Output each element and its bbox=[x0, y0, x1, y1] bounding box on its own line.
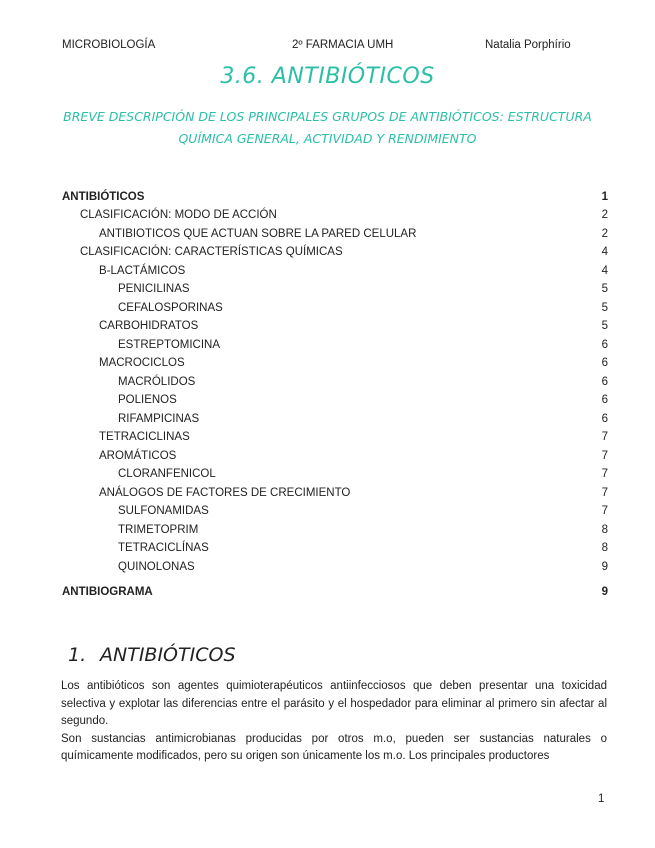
toc-entry-page: 6 bbox=[601, 357, 608, 369]
toc-entry-page: 6 bbox=[601, 394, 608, 406]
toc-entry-label: RIFAMPICINAS bbox=[118, 413, 200, 425]
toc-entry-label: ESTREPTOMICINA bbox=[118, 339, 221, 351]
toc-entry-page: 8 bbox=[601, 542, 608, 554]
toc-entry-page: 9 bbox=[601, 561, 608, 573]
section-body bbox=[61, 678, 607, 766]
toc-entry-page: 9 bbox=[601, 586, 608, 598]
toc-entry-label: AROMÁTICOS bbox=[99, 450, 177, 462]
toc-entry[interactable] bbox=[62, 559, 608, 575]
header-center: 2º FARMACIA UMH bbox=[292, 39, 394, 51]
toc-entry-label: QUINOLONAS bbox=[118, 561, 195, 573]
toc-entry[interactable] bbox=[62, 263, 608, 279]
toc-entry[interactable] bbox=[62, 584, 608, 600]
paragraph: Son sustancias antimicrobianas producidas por otros m.o, pueden ser sustancias naturales o químicamente modificados, pero su origen son únicamente los m.o. Los principales productores bbox=[61, 732, 607, 762]
toc-entry-label: CLORANFENICOL bbox=[118, 468, 216, 480]
toc-entry-page: 6 bbox=[601, 413, 608, 425]
toc-entry[interactable] bbox=[62, 355, 608, 371]
toc-entry[interactable] bbox=[62, 300, 608, 316]
toc-entry[interactable] bbox=[62, 411, 608, 427]
toc-entry[interactable] bbox=[62, 429, 608, 445]
toc-entry-label: ANTIBIÓTICOS bbox=[62, 191, 145, 203]
toc-entry[interactable] bbox=[62, 448, 608, 464]
toc-entry-label: POLIENOS bbox=[118, 394, 177, 406]
toc-entry-label: MACROCICLOS bbox=[99, 357, 185, 369]
toc-entry-page: 5 bbox=[601, 283, 608, 295]
toc-entry-page: 4 bbox=[601, 246, 608, 258]
document-title: 3.6. ANTIBIÓTICOS bbox=[220, 64, 435, 89]
toc-entry-label: B-LACTÁMICOS bbox=[99, 265, 186, 277]
toc-entry[interactable] bbox=[62, 392, 608, 408]
toc-entry-page: 7 bbox=[601, 450, 608, 462]
toc-entry[interactable] bbox=[62, 466, 608, 482]
toc-entry-label: PENICILINAS bbox=[118, 283, 190, 295]
toc-entry[interactable] bbox=[62, 244, 608, 260]
document-subtitle: BREVE DESCRIPCIÓN DE LOS PRINCIPALES GRUPOS DE ANTIBIÓTICOS: ESTRUCTURA QUÍMICA GENERAL, ACTIVIDAD Y RENDIMIENTO bbox=[63, 109, 592, 146]
toc-entry-label: TETRACICLÍNAS bbox=[118, 542, 209, 554]
toc-entry[interactable] bbox=[62, 226, 608, 242]
toc-entry-page: 2 bbox=[601, 209, 608, 221]
toc-entry[interactable] bbox=[62, 503, 608, 519]
toc-entry-label: ANTIBIOGRAMA bbox=[62, 586, 153, 598]
toc-entry-label: TRIMETOPRIM bbox=[118, 524, 199, 536]
toc-entry[interactable] bbox=[62, 522, 608, 538]
section-heading bbox=[68, 644, 236, 666]
toc-entry[interactable] bbox=[62, 485, 608, 501]
toc-entry-page: 8 bbox=[601, 524, 608, 536]
toc-entry[interactable] bbox=[62, 540, 608, 556]
section-number: 1. bbox=[68, 644, 87, 666]
toc-entry-page: 4 bbox=[601, 265, 608, 277]
toc-entry-page: 6 bbox=[601, 376, 608, 388]
toc-entry[interactable] bbox=[62, 281, 608, 297]
header-right: Natalia Porphírio bbox=[485, 39, 571, 51]
toc-entry-page: 7 bbox=[601, 468, 608, 480]
toc-entry-page: 6 bbox=[601, 339, 608, 351]
paragraph: Los antibióticos son agentes quimioterapéuticos antiinfecciosos que deben presentar una toxicidad selectiva y explotar las diferencias entre el parásito y el hospedador para eliminar al primero sin afectar al segundo. bbox=[61, 680, 607, 727]
toc-entry[interactable] bbox=[62, 189, 608, 205]
toc-entry[interactable] bbox=[62, 374, 608, 390]
toc-entry-label: CEFALOSPORINAS bbox=[118, 302, 223, 314]
toc-entry-label: TETRACICLINAS bbox=[99, 431, 190, 443]
toc-entry-page: 1 bbox=[601, 191, 608, 203]
toc-entry[interactable] bbox=[62, 207, 608, 223]
header-left: MICROBIOLOGÍA bbox=[62, 39, 156, 51]
toc-entry-page: 5 bbox=[601, 320, 608, 332]
toc-entry-label: CLASIFICACIÓN: MODO DE ACCIÓN bbox=[80, 209, 277, 221]
toc-entry-label: CARBOHIDRATOS bbox=[99, 320, 199, 332]
toc-entry-page: 7 bbox=[601, 505, 608, 517]
toc-entry-label: ANÁLOGOS DE FACTORES DE CRECIMIENTO bbox=[99, 487, 351, 499]
toc-entry-page: 7 bbox=[601, 487, 608, 499]
page-number: 1 bbox=[598, 793, 605, 805]
toc-entry-page: 7 bbox=[601, 431, 608, 443]
toc-entry-page: 5 bbox=[601, 302, 608, 314]
toc-entry-label: MACRÓLIDOS bbox=[118, 376, 196, 388]
toc-entry-label: CLASIFICACIÓN: CARACTERÍSTICAS QUÍMICAS bbox=[80, 246, 343, 258]
toc-entry[interactable] bbox=[62, 318, 608, 334]
toc-entry-label: SULFONAMIDAS bbox=[118, 505, 209, 517]
toc-entry[interactable] bbox=[62, 337, 608, 353]
toc-entry-label: ANTIBIOTICOS QUE ACTUAN SOBRE LA PARED CELULAR bbox=[99, 228, 417, 240]
toc-entry-page: 2 bbox=[601, 228, 608, 240]
section-title: ANTIBIÓTICOS bbox=[100, 644, 236, 666]
